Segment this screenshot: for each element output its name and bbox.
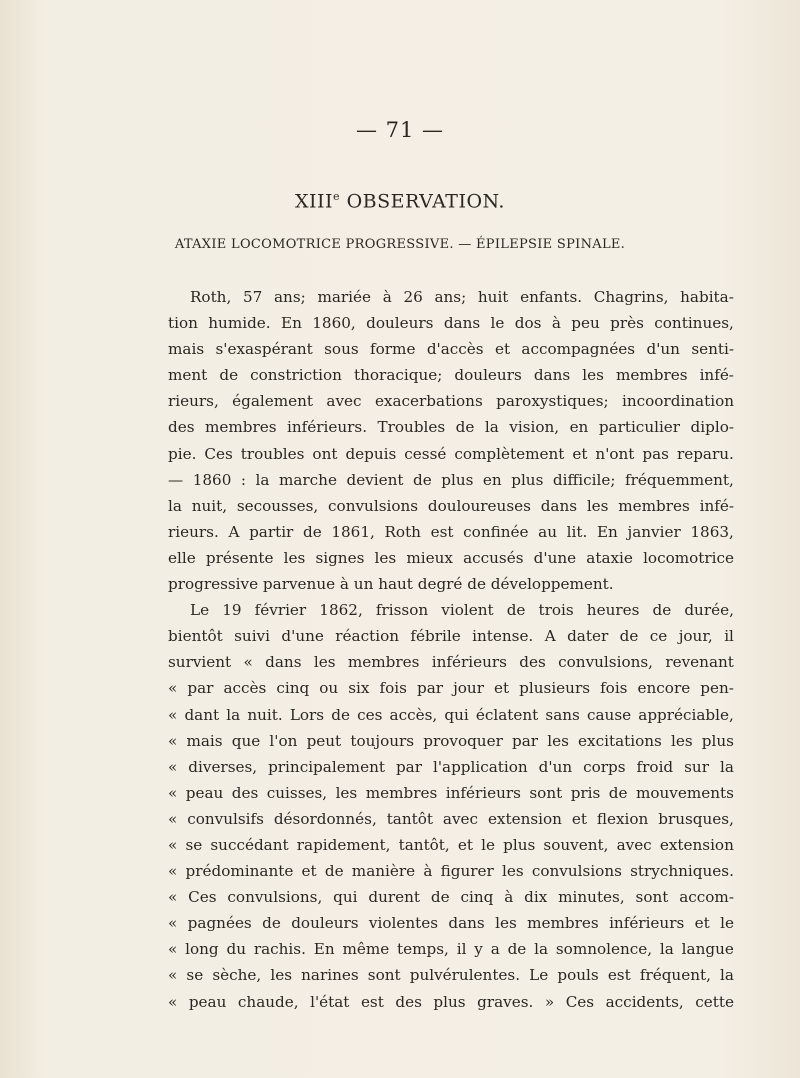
text-line: tion humide. En 1860, douleurs dans le dos à peu près continues,: [168, 314, 734, 333]
text-line: « dant la nuit. Lors de ces accès, qui éclatent sans cause appréciable,: [168, 705, 734, 724]
text-line: « convulsifs désordonnés, tantôt avec extension et flexion brusques,: [168, 809, 734, 828]
text-line: pie. Ces troubles ont depuis cessé complètement et n'ont pas reparu.: [168, 444, 734, 463]
text-line: elle présente les signes les mieux accusés d'une ataxie locomotrice: [168, 548, 734, 567]
text-line: « pagnées de douleurs violentes dans les membres inférieurs et le: [168, 914, 734, 933]
text-line: « diverses, principalement par l'application d'un corps froid sur la: [168, 757, 734, 776]
text-line: rieurs. A partir de 1861, Roth est confinée au lit. En janvier 1863,: [168, 522, 734, 541]
page-number: — 71 —: [355, 118, 445, 142]
text-line: des membres inférieurs. Troubles de la vision, en particulier diplo-: [168, 418, 734, 437]
text-line: Roth, 57 ans; mariée à 26 ans; huit enfants. Chagrins, habita-: [190, 288, 734, 306]
observation-subtitle: ATAXIE LOCOMOTRICE PROGRESSIVE. — ÉPILEPSIE SPINALE.: [174, 237, 626, 252]
text-line: — 1860 : la marche devient de plus en plus difficile; fréquemment,: [168, 470, 734, 489]
text-line: « se succédant rapidement, tantôt, et le plus souvent, avec extension: [168, 835, 734, 854]
text-line: « peau chaude, l'état est des plus graves. » Ces accidents, cette: [168, 992, 734, 1011]
text-line: survient « dans les membres inférieurs des convulsions, revenant: [168, 653, 734, 672]
text-line: Le 19 février 1862, frisson violent de trois heures de durée,: [190, 601, 734, 620]
observation-title: [0, 190, 800, 212]
text-line: « par accès cinq ou six fois par jour et plusieurs fois encore pen-: [168, 679, 734, 698]
text-line: progressive parvenue à un haut degré de développement.: [168, 575, 614, 594]
text-line: mais s'exaspérant sous forme d'accès et accompagnées d'un senti-: [168, 340, 734, 359]
text-line: bientôt suivi d'une réaction fébrile intense. A dater de ce jour, il: [168, 627, 734, 646]
observation-title-sup: e: [333, 190, 341, 203]
text-line: « prédominante et de manière à figurer les convulsions strychniques.: [168, 862, 734, 881]
text-line: « Ces convulsions, qui durent de cinq à dix minutes, sont accom-: [168, 888, 734, 907]
observation-title-numeral: XIII: [295, 190, 334, 213]
text-line: « peau des cuisses, les membres inférieurs sont pris de mouvements: [168, 783, 734, 802]
text-line: ment de constriction thoracique; douleurs dans les membres infé-: [168, 366, 734, 385]
text-line: la nuit, secousses, convulsions douloureuses dans les membres infé-: [168, 496, 734, 515]
text-line: rieurs, également avec exacerbations paroxystiques; incoordination: [168, 392, 734, 411]
text-line: « long du rachis. En même temps, il y a de la somnolence, la langue: [168, 940, 734, 959]
text-line: « se sèche, les narines sont pulvérulentes. Le pouls est fréquent, la: [168, 966, 734, 985]
text-line: « mais que l'on peut toujours provoquer par les excitations les plus: [168, 731, 734, 750]
body-text: [168, 284, 734, 1015]
observation-title-rest: OBSERVATION.: [340, 190, 505, 213]
